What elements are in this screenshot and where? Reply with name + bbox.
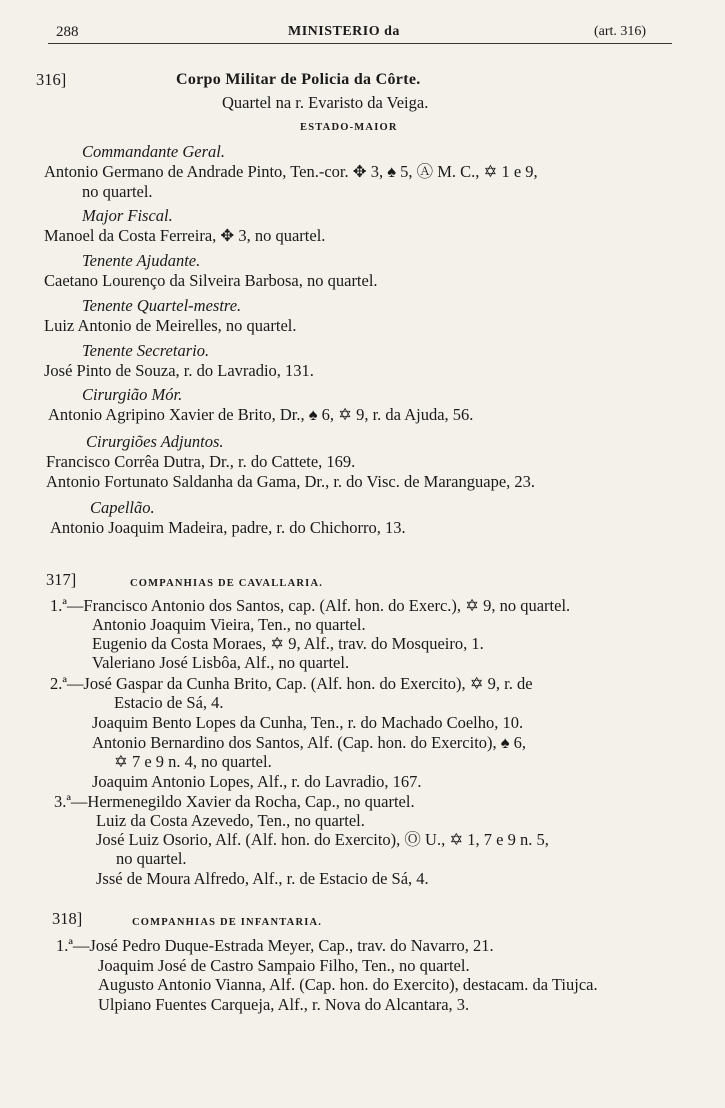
entry-line: 1.ª—José Pedro Duque-Estrada Meyer, Cap., trav. do Navarro, 21.	[56, 936, 494, 955]
entry-line: Ulpiano Fuentes Carqueja, Alf., r. Nova do Alcantara, 3.	[98, 995, 470, 1014]
role-heading: Commandante Geral.	[82, 142, 225, 161]
section-title: Corpo Militar de Policia da Côrte.	[176, 71, 421, 88]
role-heading: Capellão.	[90, 498, 155, 517]
role-heading: Major Fiscal.	[82, 206, 173, 225]
entry-line: ✡ 7 e 9 n. 4, no quartel.	[114, 752, 272, 771]
entry-line: José Pinto de Souza, r. do Lavradio, 131.	[44, 361, 314, 380]
role-heading: Cirurgiões Adjuntos.	[86, 432, 224, 451]
entry-line: Antonio Germano de Andrade Pinto, Ten.-cor. ✥ 3, ♠ 5, Ⓐ M. C., ✡ 1 e 9,	[44, 162, 538, 181]
section-title: COMPANHIAS DE INFANTARIA.	[132, 917, 323, 928]
entry-line: Francisco Corrêa Dutra, Dr., r. do Cattete, 169.	[46, 452, 356, 471]
entry-line: Joaquim José de Castro Sampaio Filho, Ten., no quartel.	[98, 956, 470, 975]
role-heading: Tenente Ajudante.	[82, 251, 201, 270]
entry-line: Luiz Antonio de Meirelles, no quartel.	[44, 316, 297, 335]
article-reference: (art. 316)	[594, 24, 647, 39]
section-title: COMPANHIAS DE CAVALLARIA.	[130, 578, 324, 589]
section-subtitle: ESTADO-MAIOR	[300, 122, 398, 133]
entry-line: Eugenio da Costa Moraes, ✡ 9, Alf., trav. do Mosqueiro, 1.	[92, 634, 484, 653]
entry-line: Joaquim Antonio Lopes, Alf., r. do Lavradio, 167.	[92, 772, 422, 791]
section-address: Quartel na r. Evaristo da Veiga.	[222, 93, 429, 112]
entry-line: Augusto Antonio Vianna, Alf. (Cap. hon. do Exercito), destacam. da Tiujca.	[98, 975, 598, 994]
entry-line: Antonio Bernardino dos Santos, Alf. (Cap. hon. do Exercito), ♠ 6,	[92, 733, 527, 752]
entry-line: Antonio Fortunato Saldanha da Gama, Dr., r. do Visc. de Maranguape, 23.	[46, 472, 536, 491]
section-number: 316]	[36, 70, 67, 89]
entry-line: Estacio de Sá, 4.	[114, 693, 224, 712]
section-number: 318]	[52, 909, 83, 928]
entry-line: Antonio Joaquim Vieira, Ten., no quartel.	[92, 615, 366, 634]
header-rule	[48, 43, 672, 44]
role-heading: Tenente Secretario.	[82, 341, 210, 360]
entry-line: Caetano Lourenço da Silveira Barbosa, no quartel.	[44, 271, 378, 290]
running-title: MINISTERIO da	[288, 24, 400, 39]
entry-line: Manoel da Costa Ferreira, ✥ 3, no quartel.	[44, 226, 326, 245]
role-heading: Cirurgião Mór.	[82, 385, 183, 404]
entry-line: Valeriano José Lisbôa, Alf., no quartel.	[92, 653, 350, 672]
entry-line: 2.ª—José Gaspar da Cunha Brito, Cap. (Alf. hon. do Exercito), ✡ 9, r. de	[50, 674, 533, 693]
entry-line: no quartel.	[116, 849, 187, 868]
role-heading: Tenente Quartel-mestre.	[82, 296, 242, 315]
entry-line: José Luiz Osorio, Alf. (Alf. hon. do Exercito), Ⓞ U., ✡ 1, 7 e 9 n. 5,	[96, 830, 549, 849]
entry-line: no quartel.	[82, 182, 153, 201]
entry-line: Jssé de Moura Alfredo, Alf., r. de Estacio de Sá, 4.	[96, 869, 429, 888]
entry-line: 3.ª—Hermenegildo Xavier da Rocha, Cap., no quartel.	[54, 792, 415, 811]
entry-line: Antonio Joaquim Madeira, padre, r. do Chichorro, 13.	[50, 518, 406, 537]
entry-line: 1.ª—Francisco Antonio dos Santos, cap. (Alf. hon. do Exerc.), ✡ 9, no quartel.	[50, 596, 571, 615]
entry-line: Luiz da Costa Azevedo, Ten., no quartel.	[96, 811, 365, 830]
entry-line: Joaquim Bento Lopes da Cunha, Ten., r. do Machado Coelho, 10.	[92, 713, 524, 732]
page-number: 288	[56, 24, 79, 40]
entry-line: Antonio Agripino Xavier de Brito, Dr., ♠ 6, ✡ 9, r. da Ajuda, 56.	[48, 405, 474, 424]
section-number: 317]	[46, 570, 77, 589]
